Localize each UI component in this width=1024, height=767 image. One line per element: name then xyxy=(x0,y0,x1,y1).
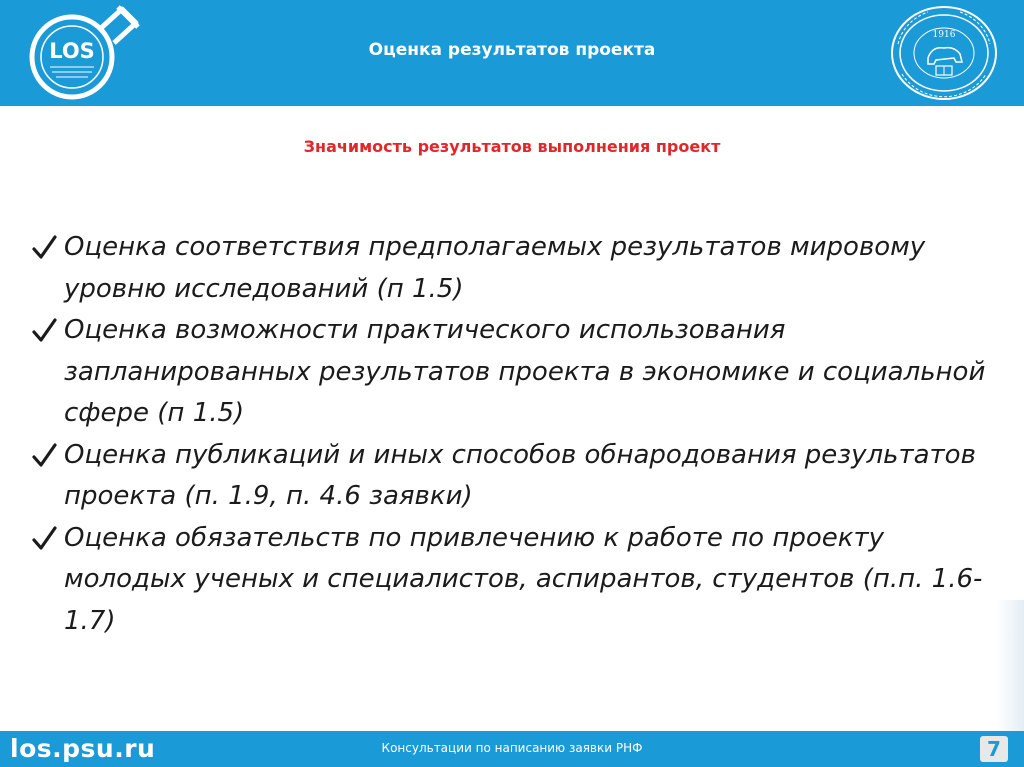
list-item xyxy=(30,310,1010,435)
footer-caption: Консультации по написанию заявки РНФ xyxy=(381,741,643,755)
header-bar xyxy=(0,0,1024,106)
site-url-link[interactable]: los.psu.ru xyxy=(10,734,156,763)
checkmark-icon xyxy=(30,227,60,268)
list-item xyxy=(30,518,1010,643)
decorative-shadow xyxy=(996,600,1024,731)
page-title: Оценка результатов проекта xyxy=(368,40,656,60)
checkmark-icon xyxy=(30,435,60,476)
section-subtitle: Значимость результатов выполнения проект xyxy=(303,137,721,156)
criteria-list xyxy=(30,227,1010,642)
list-item xyxy=(30,227,1010,310)
checkmark-icon xyxy=(30,518,60,559)
list-item-text: Оценка возможности практического использования запланированных результатов проекта в экономике и социальной сфере (п 1.5) xyxy=(64,315,986,428)
list-item-text: Оценка публикаций и иных способов обнародования результатов проекта (п. 1.9, п. 4.6 заявки) xyxy=(64,439,976,511)
list-item-text: Оценка соответствия предполагаемых результатов мировому уровню исследований (п 1.5) xyxy=(64,232,926,304)
svg-text:1916: 1916 xyxy=(932,30,956,40)
university-seal-icon xyxy=(888,4,1000,102)
page-number: 7 xyxy=(980,736,1008,762)
svg-text:LOS: LOS xyxy=(49,39,95,63)
checkmark-icon xyxy=(30,310,60,351)
list-item-text: Оценка обязательств по привлечению к работе по проекту молодых ученых и специалистов, аспирантов, студентов (п.п. 1.6-1.7) xyxy=(64,522,983,636)
list-item xyxy=(30,435,1010,518)
footer-bar xyxy=(0,731,1024,767)
